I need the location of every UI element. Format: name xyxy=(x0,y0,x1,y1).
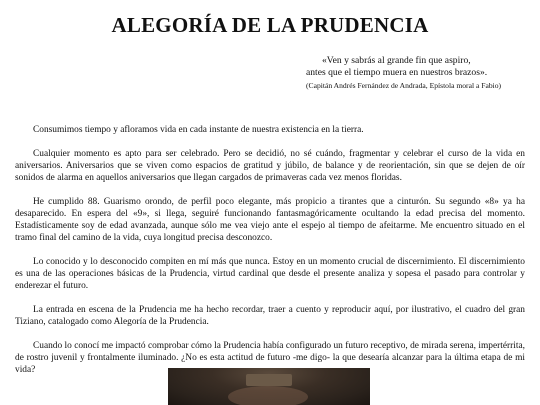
painting-inscription xyxy=(246,374,292,386)
paragraph: Lo conocido y lo desconocido compiten en mí más que nunca. Estoy en un momento crucial de discernimiento. El discernimiento es una de las operaciones básicas de la Prudencia, virtud cardinal que desde el presente analiza y sopesa el pasado para controlar y enderezar el futuro. xyxy=(15,257,525,291)
painting-image xyxy=(168,368,370,405)
epigraph-line-2: antes que el tiempo muera en nuestros brazos». xyxy=(306,67,488,78)
paragraph: La entrada en escena de la Prudencia me ha hecho recordar, traer a cuento y reproducir aquí, por ilustrativo, el cuadro del gran Tiziano, catalogado como Alegoría de la Prudencia. xyxy=(15,305,525,327)
epigraph xyxy=(306,55,538,91)
epigraph-line-1: «Ven y sabrás al grande fin que aspiro, xyxy=(322,55,471,66)
article-body xyxy=(15,124,525,388)
painting-face xyxy=(228,386,308,405)
paragraph: Consumimos tiempo y afloramos vida en cada instante de nuestra existencia en la tierra. xyxy=(33,125,364,135)
paragraph: Cuando lo conocí me impactó comprobar cómo la Prudencia había configurado un futuro receptivo, de mirada serena, impertérrita, de rostro juvenil y frontalmente iluminado. ¿No es esta actitud de futuro -me digo- la que desearía alcanzar para la última etapa de mi vida? xyxy=(15,341,525,375)
paragraph: Cualquier momento es apto para ser celebrado. Pero se decidió, no sé cuándo, fragmentar y celebrar el curso de la vida en aniversarios. Aniversarios que se viven como espacios de gratitud y júbilo, de balance y de reorientación, sin que se dejen de oír sonidos de alarma en aquellos aniversarios que llegan cargados de primaveras cada vez menos floridas. xyxy=(15,149,525,183)
epigraph-citation: (Capitán Andrés Fernández de Andrada, Epístola moral a Fabio) xyxy=(306,81,502,90)
paragraph: He cumplido 88. Guarismo orondo, de perfil poco elegante, más propicio a tirantes que a cinturón. Su segundo «8» ya ha desaparecido. En espera del «9», si llega, seguiré funcionando fantasmagóricamente ocultando la edad precisa del momento. Estadísticamente soy de edad avanzada, aunque sólo me vea viejo ante el espejo al tiempo de afeitarme. Me encuentro situado en el tramo final del camino de la vida, cuya longitud precisa desconozco. xyxy=(15,197,525,243)
page-title: ALEGORÍA DE LA PRUDENCIA xyxy=(111,13,429,37)
